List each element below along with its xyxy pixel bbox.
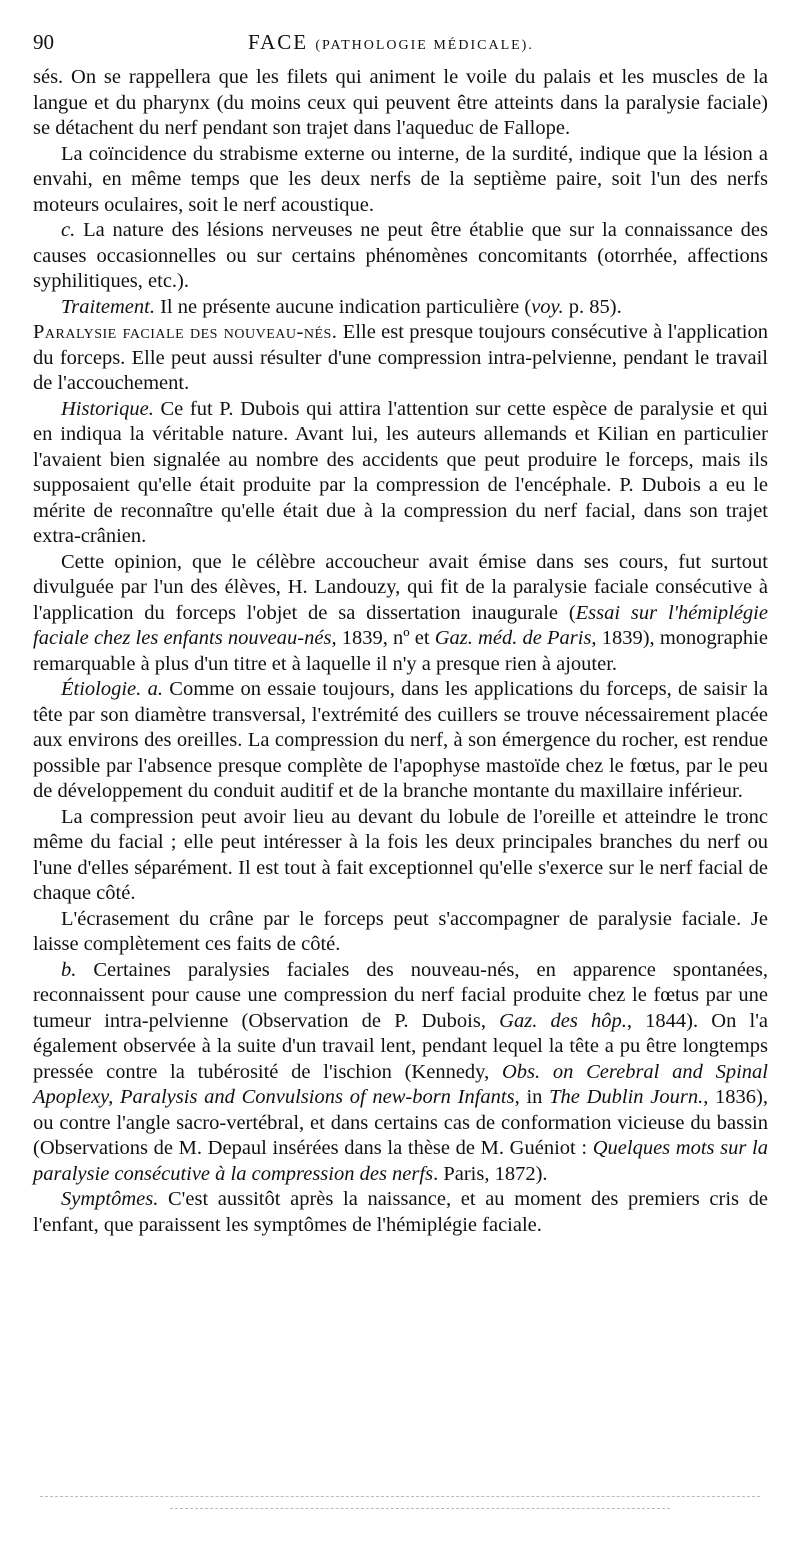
- paragraph-5-text: Elle est presque toujours consécutive à l'application du forceps. Elle peut aussi résulter d'une compression intra-pelvienne, pendant le travail de l'accouchement.: [33, 321, 768, 394]
- paragraph-3: [33, 218, 768, 295]
- paragraph-8: [33, 677, 768, 805]
- paragraph-9: La compression peut avoir lieu au devant du lobule de l'oreille et atteindre le tronc même du facial ; elle peut intéresser à la fois les deux principales branches du nerf ou l'une d'elles séparément. Il est tout à fait exceptionnel qu'elle s'exerce sur le nerf facial de chaque côté.: [33, 805, 768, 904]
- section-heading-traitement: Traitement.: [61, 295, 155, 318]
- citation-title: Obs. on Cerebral and Spinal Apoplexy, Paralysis and Convulsions of new-born Infants: [33, 1060, 769, 1108]
- page-number: 90: [33, 30, 54, 54]
- paragraph-1: sés. On se rappellera que les filets qui animent le voile du palais et les muscles de la langue et du pharynx (du moins ceux qui peuvent être atteints dans la paralysie faciale) se détachent du nerf pendant son trajet dans l'aqueduc de Fallope.: [33, 66, 768, 139]
- citation-journal: The Dublin Journ.: [549, 1086, 704, 1108]
- citation-journal: Gaz. méd. de Paris: [434, 627, 592, 649]
- paragraph-8-text: Comme on essaie toujours, dans les applications du forceps, de saisir la tête par son diamètre transversal, l'extrémité des cuillers se trouve nécessairement placée aux environs des oreilles. La compression du nerf, à son émergence du rocher, est rendue possible par l'absence presque complète de l'apophyse mastoïde chez le fœtus, par le peu de développement du conduit auditif et de la branche montante du maxillaire inférieur.: [33, 678, 769, 802]
- paragraph-5: [33, 320, 768, 397]
- paragraph-4: Traitement. Il ne présente aucune indication particulière (voy. p. 85).: [61, 295, 622, 318]
- paragraph-3-text: La nature des lésions nerveuses ne peut être établie que sur la connaissance des causes occasionnelles ou sur certains phénomènes concomitants (otorrhée, affections syphilitiques, etc.).: [33, 219, 768, 292]
- running-title-main: FACE: [248, 30, 309, 54]
- running-title: [248, 30, 534, 55]
- section-heading-historique: Historique.: [61, 397, 154, 420]
- section-heading-paralysie: Paralysie faciale des nouveau-nés.: [33, 321, 338, 343]
- list-marker-a: a.: [141, 678, 163, 700]
- citation-title: Essai sur l'hémiplégie faciale chez les enfants nouveau-nés: [33, 601, 768, 649]
- cross-reference: voy.: [531, 295, 564, 318]
- body-text: [33, 65, 768, 1238]
- paragraph-12: [33, 1187, 768, 1238]
- scan-artifact-line: [40, 1496, 760, 1498]
- running-title-sub: (PATHOLOGIE MÉDICALE).: [315, 38, 534, 53]
- section-heading-symptomes: Symptômes.: [61, 1188, 159, 1210]
- list-marker-b: b.: [61, 958, 77, 981]
- paragraph-7: Cette opinion, que le célèbre accoucheur avait émise dans ses cours, fut surtout divulguée par l'un des élèves, H. Landouzy, qui fit de la paralysie faciale consécutive à l'application du forceps l'objet de sa dissertation inaugurale (Essai sur l'hémiplégie faciale chez les enfants nouveau-nés, 1839, nº et Gaz. méd. de Paris, 1839), monographie remarquable à plus d'un titre et à laquelle il n'y a presque rien à ajouter.: [33, 550, 768, 675]
- paragraph-2: La coïncidence du strabisme externe ou interne, de la surdité, indique que la lésion a envahi, en même temps que les deux nerfs de la septième paire, soit l'un des nerfs moteurs oculaires, soit le nerf acoustique.: [33, 142, 768, 216]
- paragraph-10: L'écrasement du crâne par le forceps peut s'accompagner de paralysie faciale. Je laisse complètement ces faits de côté.: [33, 907, 768, 955]
- paragraph-3-lead: c.: [61, 219, 76, 241]
- running-head: [33, 30, 790, 58]
- scan-artifact-line: [170, 1508, 670, 1510]
- paragraph-12-text: C'est aussitôt après la naissance, et au moment des premiers cris de l'enfant, que paraissent les symptômes de l'hémiplégie faciale.: [33, 1188, 768, 1236]
- paragraph-11: b. Certaines paralysies faciales des nouveau-nés, en apparence spontanées, reconnaissent pour cause une compression du nerf facial produite chez le fœtus par une tumeur intra-pelvienne (Observation de P. Dubois, Gaz. des hôp., 1844). On l'a également observée à la suite d'un travail lent, pendant lequel la tête a pu être longtemps pressée contre la tubérosité de l'ischion (Kennedy, Obs. on Cerebral and Spinal Apoplexy, Paralysis and Convulsions of new-born Infants, in The Dublin Journ., 1836), ou contre l'angle sacro-vertébral, et dans certains cas de conformation vicieuse du bassin (Observations de M. Depaul insérées dans la thèse de M. Guéniot : Quelques mots sur la paralysie consécutive à la compression des nerfs. Paris, 1872).: [33, 958, 769, 1185]
- section-heading-etiologie: Étiologie.: [61, 678, 142, 700]
- paragraph-6: [33, 397, 768, 550]
- paragraph-6-text: Ce fut P. Dubois qui attira l'attention sur cette espèce de paralysie et qui en indiqua la véritable nature. Avant lui, les auteurs allemands et Kilian en particulier l'avaient bien signalée au nombre des accidents que peut produire le forceps, mais ils supposaient qu'elle était produite par la compression de l'encéphale. P. Dubois a eu le mérite de reconnaître qu'elle était due à la compression du nerf facial, dans son trajet extra-crânien.: [33, 397, 768, 547]
- citation-title: Quelques mots sur la paralysie consécutive à la compression des nerfs: [33, 1137, 768, 1185]
- citation-journal: Gaz. des hôp.: [499, 1009, 627, 1032]
